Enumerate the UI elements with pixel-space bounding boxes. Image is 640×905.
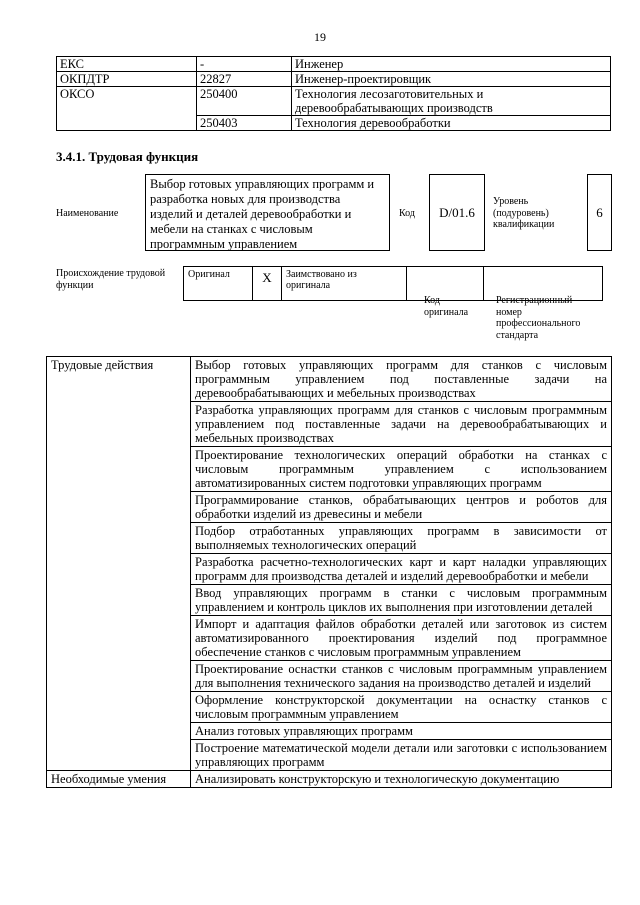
borrowed-label: Заимствовано из оригинала [282, 267, 407, 301]
skills-label: Необходимые умения [47, 771, 191, 788]
labor-action: Проектирование технологических операций обработки на станках с числовым программным управлением с использованием автоматизированных систем подготовки управляющих программ [191, 447, 612, 492]
code-label: ЕКС [57, 57, 197, 72]
labor-action: Разработка управляющих программ для станков с числовым программным управлением под поставленные задачи на деревообрабатывающих и мебельных производствах [191, 402, 612, 447]
labor-action: Оформление конструкторской документации на оснастку станков с числовым программным управлением [191, 692, 612, 723]
original-label: Оригинал [184, 267, 253, 301]
labor-action: Выбор готовых управляющих программ для станков с числовым программным управлением под поставленные задачи на деревообрабатывающих и мебельных производствах [191, 357, 612, 402]
labor-actions-label: Трудовые действия [47, 357, 191, 771]
code-label: ОКСО [57, 87, 197, 131]
origin-label: Происхождение трудовой функции [56, 268, 166, 291]
level-label: Уровень (подуровень) квалификации [493, 196, 555, 230]
code-value: 22827 [197, 72, 292, 87]
labor-action: Анализ готовых управляющих программ [191, 723, 612, 740]
table-row [57, 72, 611, 87]
code-name: Технология лесозаготовительных и деревообрабатывающих производств [292, 87, 611, 116]
labor-action: Построение математической модели детали или заготовки с использованием управляющих программ [191, 740, 612, 771]
table-row [57, 87, 611, 116]
labor-action: Подбор отработанных управляющих программ в зависимости от выполняемых технологических операций [191, 523, 612, 554]
section-title: 3.4.1. Трудовая функция [56, 149, 199, 164]
code-name: Инженер [292, 57, 611, 72]
table-row [57, 57, 611, 72]
codes-table [56, 56, 611, 131]
qualification-level: 6 [587, 174, 612, 251]
function-code: D/01.6 [429, 174, 485, 251]
code-original-label: Код оригинала [424, 295, 469, 318]
code-value: 250403 [197, 116, 292, 131]
page-number: 19 [314, 30, 326, 44]
code-value: 250400 [197, 87, 292, 116]
labor-action: Программирование станков, обрабатывающих центров и роботов для обработки изделий из древесины и мебели [191, 492, 612, 523]
labor-functions-table [46, 356, 612, 788]
code-label: ОКПДТР [57, 72, 197, 87]
labor-action: Разработка расчетно-технологических карт и карт наладки управляющих программ для производства деталей и изделий деревообработки и мебели [191, 554, 612, 585]
table-row [47, 771, 612, 788]
skill-item: Анализировать конструкторскую и технологическую документацию [191, 771, 612, 788]
name-label: Наименование [56, 208, 119, 219]
table-row [47, 357, 612, 402]
labor-action: Проектирование оснастки станков с числовым программным управлением для выполнения технического задания на производство деталей и изделий [191, 661, 612, 692]
code-name: Инженер-проектировщик [292, 72, 611, 87]
original-mark: X [253, 267, 282, 301]
code-value: - [197, 57, 292, 72]
code-name: Технология деревообработки [292, 116, 611, 131]
function-name: Выбор готовых управляющих программ и разработка новых для производства изделий и деталей деревообработки и мебели на станках с числовым программным управлением [145, 174, 390, 251]
labor-action: Импорт и адаптация файлов обработки деталей или заготовок из систем автоматизированного проектирования изделий под программное обеспечение станков с числовым программным управлением [191, 616, 612, 661]
code-label: Код [399, 208, 415, 219]
labor-action: Ввод управляющих программ в станки с числовым программным управлением и контроль циклов их выполнения при изготовлении деталей [191, 585, 612, 616]
reg-number-label: Регистрационный номер профессионального стандарта [496, 295, 581, 341]
